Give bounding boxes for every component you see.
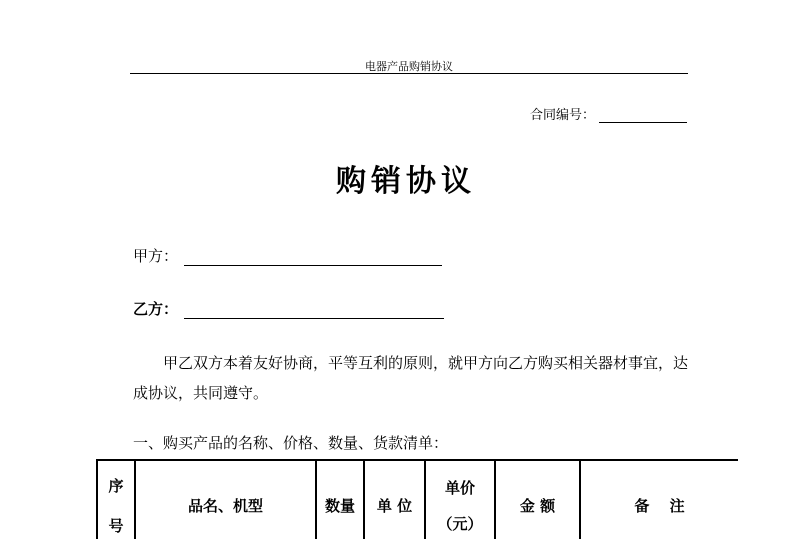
intro-paragraph: 甲乙双方本着友好协商，平等互利的原则，就甲方向乙方购买相关器材事宜，达成协议，共同遵守。 xyxy=(133,354,689,402)
party-a-field xyxy=(133,245,442,266)
col-header-quantity: 数量 xyxy=(316,460,364,539)
col-header-unit-price-label: 单价（元） xyxy=(437,479,483,533)
goods-table-container xyxy=(96,459,738,539)
col-header-index xyxy=(97,460,135,539)
running-header-title: 电器产品购销协议 xyxy=(365,60,453,73)
contract-number-blank[interactable] xyxy=(599,108,687,123)
document-title: 购销协议 xyxy=(336,164,476,199)
party-b-field xyxy=(133,298,444,319)
goods-table-header-row xyxy=(97,460,738,539)
goods-table xyxy=(96,459,738,539)
col-header-name-model: 品名、机型 xyxy=(135,460,316,539)
party-b-blank[interactable] xyxy=(184,302,444,319)
party-a-blank[interactable] xyxy=(184,249,442,266)
col-header-unit-price xyxy=(425,460,495,539)
party-b-label: 乙方： xyxy=(133,300,179,318)
col-header-unit: 单 位 xyxy=(364,460,425,539)
col-header-index-label: 序号 xyxy=(108,477,124,535)
contract-number-field xyxy=(530,104,687,123)
col-header-amount: 金 额 xyxy=(495,460,580,539)
section-1-heading: 一、购买产品的名称、价格、数量、货款清单： xyxy=(133,434,449,452)
party-a-label: 甲方： xyxy=(133,247,179,265)
contract-number-label: 合同编号： xyxy=(530,108,596,123)
header-rule xyxy=(130,73,688,74)
col-header-remarks: 备 注 xyxy=(580,460,738,539)
